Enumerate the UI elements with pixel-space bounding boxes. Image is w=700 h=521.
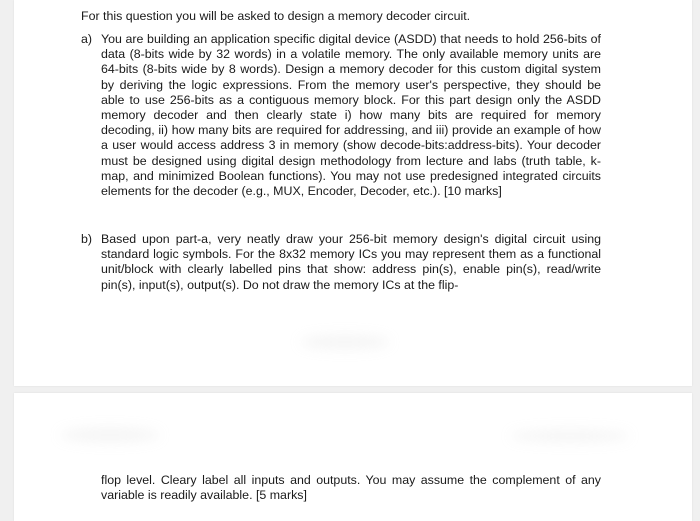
part-b-label: b) [81,232,93,246]
question-intro: For this question you will be asked to design a memory decoder circuit. [81,9,471,23]
scan-smudge [300,335,390,349]
part-a-label: a) [81,32,93,46]
scan-smudge [510,430,630,442]
scan-smudge [60,428,160,442]
part-b-continuation: flop level. Cleary label all inputs and outputs. You may assume the complement of any variable is readily available. [5 marks] [101,473,601,503]
question-part-b [81,232,601,293]
part-a-text: You are building an application specific digital device (ASDD) that needs to hold 256-bits of data (8-bits wide by 32 words) in a volatile memory. The only available memory units are 64-bits (8-bits wide by 8 words). Design a memory decoder for this custom digital system by deriving the logic expressions. From the memory user's perspective, they should be able to use 256-bits as a contiguous memory block. For this part design only the ASDD memory decoder and then clearly state i) how many bits are required for memory decoding, ii) how many bits are required for addressing, and iii) provide an example of how a user would access address 3 in memory (show decode-bits:address-bits). Your decoder must be designed using digital design methodology from lecture and labs (truth table, k-map, and minimized Boolean functions). You may not use predesigned integrated circuits elements for the decoder (e.g., MUX, Encoder, Decoder, etc.). [10 marks] [101,32,601,199]
question-part-a [81,32,601,199]
part-b-text: Based upon part-a, very neatly draw your 256-bit memory design's digital circuit using standard logic symbols. For the 8x32 memory ICs you may represent them as a functional unit/block with clearly labelled pins that show: address pin(s), enable pin(s), read/write pin(s), input(s), output(s). Do not draw the memory ICs at the flip- [101,232,601,292]
